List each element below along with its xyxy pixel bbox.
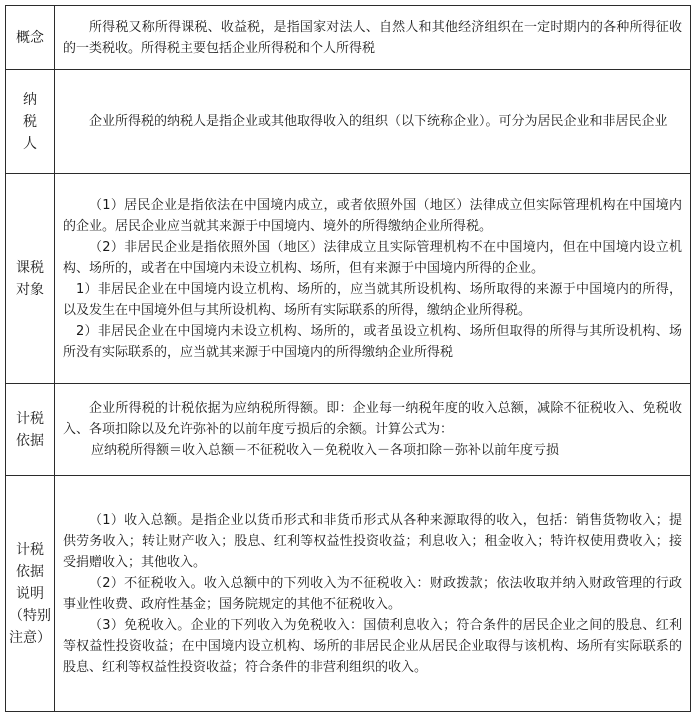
content-paragraph: 1）非居民企业在中国境内设立机构、场所的，应当就其所设机构、场所取得的来源于中国境内的所得，以及发生在中国境外但与其所设机构、场所有实际联系的所得，缴纳企业所得税。 — [63, 281, 682, 318]
table-row-basis-notes — [6, 476, 691, 712]
row-label-basis-notes: 计税 依据 说明 （特别 注意） — [6, 476, 55, 712]
content-paragraph: 所得税又称所得课税、收益税，是指国家对法人、自然人和其他经济组织在一定时期内的各种所得征收的一类税收。所得税主要包括企业所得税和个人所得税 — [63, 19, 682, 56]
row-label-tax-object: 课税 对象 — [6, 174, 55, 384]
row-content-taxpayer — [55, 70, 691, 174]
content-paragraph: 企业所得税的计税依据为应纳税所得额。即：企业每一纳税年度的收入总额，减除不征税收入、免税收入、各项扣除以及允许弥补的以前年度亏损后的余额。计算公式为： — [63, 401, 682, 437]
row-content-tax-basis — [55, 384, 691, 476]
table-row-taxpayer — [6, 70, 691, 174]
row-content-tax-object — [55, 174, 691, 384]
content-paragraph: （3）免税收入。企业的下列收入为免税收入：国债利息收入；符合条件的居民企业之间的股息、红利等权益性投资收益；在中国境内设立机构、场所的非居民企业从居民企业取得与该机构、场所有实际联系的股息、红利等权益性投资收益；符合条件的非营利组织的收入。 — [63, 617, 682, 675]
row-content-basis-notes — [55, 476, 691, 712]
content-paragraph: 企业所得税的纳税人是指企业或其他取得收入的组织（以下统称企业）。可分为居民企业和非居民企业 — [89, 114, 668, 129]
content-paragraph: 2）非居民企业在中国境内未设立机构、场所的，或者虽设立机构、场所但取得的所得与其所设机构、场所没有实际联系的，应当就其来源于中国境内的所得缴纳企业所得税 — [63, 323, 682, 360]
content-paragraph: （2）非居民企业是指依照外国（地区）法律成立且实际管理机构不在中国境内，但在中国境内设立机构、场所的，或者在中国境内未设立机构、场所，但有来源于中国境内所得的企业。 — [63, 239, 682, 276]
table-row-tax-basis — [6, 384, 691, 476]
row-label-taxpayer: 纳 税 人 — [6, 70, 55, 174]
formula-line: 应纳税所得额＝收入总额－不征税收入－免税收入－各项扣除－弥补以前年度亏损 — [91, 443, 560, 458]
table-row-concept — [6, 6, 691, 70]
row-label-concept: 概念 — [6, 6, 55, 70]
row-label-tax-basis: 计税 依据 — [6, 384, 55, 476]
content-paragraph: （1）收入总额。是指企业以货币形式和非货币形式从各种来源取得的收入，包括：销售货物收入；提供劳务收入；转让财产收入；股息、红利等权益性投资收益；利息收入；租金收入；特许权使用费收入；接受捐赠收入；其他收入。 — [63, 512, 682, 570]
table-row-tax-object — [6, 174, 691, 384]
row-content-concept — [55, 6, 691, 70]
content-paragraph: （2）不征税收入。收入总额中的下列收入为不征税收入：财政拨款；依法收取并纳入财政管理的行政事业性收费、政府性基金；国务院规定的其他不征税收入。 — [63, 575, 682, 612]
income-tax-table — [5, 5, 691, 712]
content-paragraph: （1）居民企业是指依法在中国境内成立，或者依照外国（地区）法律成立但实际管理机构在中国境内的企业。居民企业应当就其来源于中国境内、境外的所得缴纳企业所得税。 — [63, 197, 682, 234]
